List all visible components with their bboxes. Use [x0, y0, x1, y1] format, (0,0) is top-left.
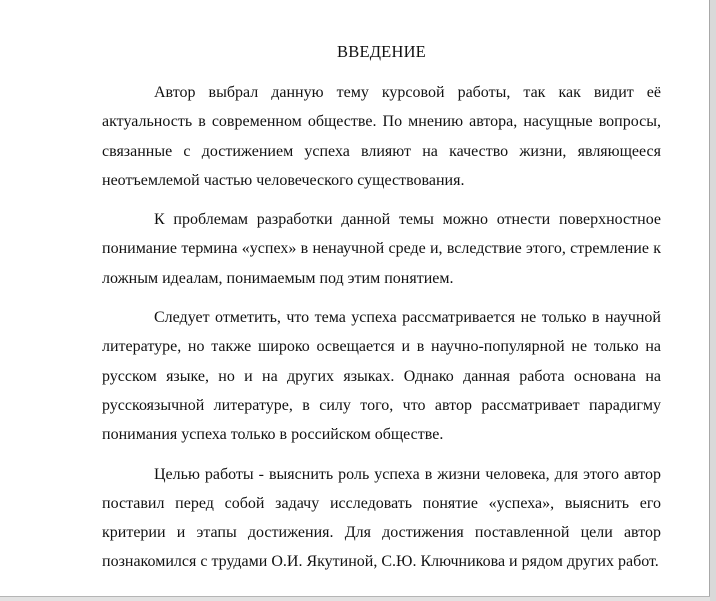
paragraph-3: Следует отметить, что тема успеха рассматривается не только в научной литературе, но также широко освещается и в научно-популярной не только на русском языке, но и на других языках. Однако данная работа основана на русскоязычной литературе, в силу того, что автор рассматривает парадигму понимания успеха только в российском обществе. [102, 309, 661, 444]
section-heading: ВВЕДЕНИЕ [337, 42, 426, 61]
page-edge-bottom [0, 596, 710, 601]
page-edge-right [709, 0, 716, 601]
document-body [102, 38, 661, 587]
paragraph-2: К проблемам разработки данной темы можно отнести поверхностное понимание термина «успех» в ненаучной среде и, вследствие этого, стремление к ложным идеалам, понимаемым под этим понятием. [102, 211, 661, 287]
paragraph-4: Целью работы - выяснить роль успеха в жизни человека, для этого автор поставил перед собой задачу исследовать понятие «успеха», выяснить его критерии и этапы достижения. Для достижения поставленной цели автор познакомился с трудами О.И. Якутиной, С.Ю. Ключникова и рядом других работ. [102, 465, 661, 571]
paragraph-1: Автор выбрал данную тему курсовой работы, так как видит её актуальность в современном обществе. По мнению автора, насущные вопросы, связанные с достижением успеха влияют на качество жизни, являющееся неотъемлемой частью человеческого существования. [102, 84, 661, 189]
